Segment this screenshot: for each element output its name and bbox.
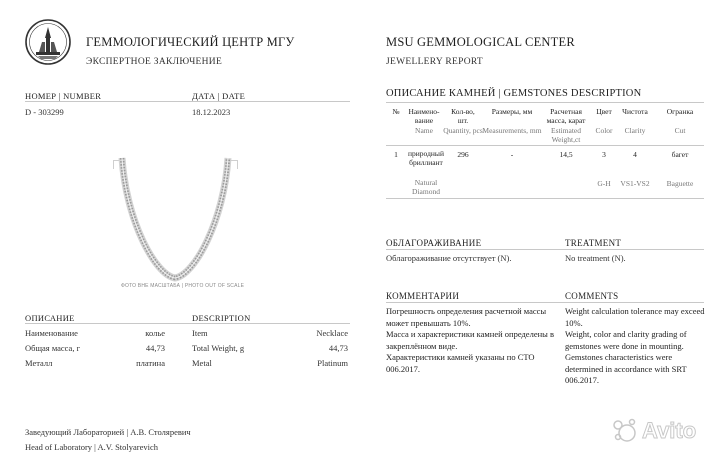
item-label-en: Item <box>192 328 208 338</box>
row-clarity-ru: 4 <box>633 150 637 159</box>
comments-heading-en: COMMENTS <box>565 291 619 301</box>
avito-dots-icon <box>612 418 638 444</box>
avito-watermark <box>612 418 696 444</box>
description-heading-ru: ОПИСАНИЕ <box>25 313 75 323</box>
col-cut: Огранка <box>666 107 694 116</box>
treatment-text-ru: Облагораживание отсутствует (N). <box>386 253 512 263</box>
comments-text-en <box>565 306 705 387</box>
col-weight-en: Estimated Weight,ct <box>551 126 581 144</box>
divider <box>386 249 704 250</box>
metal-value-ru: платина <box>136 358 165 368</box>
avito-watermark-text: Avito <box>642 418 697 443</box>
msu-logo <box>24 18 72 66</box>
necklace-photo <box>110 150 240 285</box>
weight-label-ru: Общая масса, г <box>25 343 81 353</box>
col-clarity: Чистота <box>622 107 648 116</box>
row-clarity-en: VS1-VS2 <box>620 179 650 188</box>
col-no: № <box>392 107 400 116</box>
divider <box>386 102 704 103</box>
item-value-ru: колье <box>145 328 165 338</box>
comment-line: Характеристики камней указаны по СТО 006.2017. <box>386 352 535 374</box>
row-weight: 14,5 <box>559 150 573 159</box>
row-color-en: G-H <box>597 179 611 188</box>
report-type-en: JEWELLERY REPORT <box>386 57 484 67</box>
item-label-ru: Наименование <box>25 328 78 338</box>
col-clarity-en: Clarity <box>624 126 646 135</box>
treatment-text-en: No treatment (N). <box>565 253 626 263</box>
weight-value-ru: 44,73 <box>145 343 165 353</box>
treatment-heading-ru: ОБЛАГОРАЖИВАНИЕ <box>386 238 482 248</box>
signature-en: Head of Laboratory | A.V. Stolyarevich <box>25 442 159 452</box>
treatment-heading-en: TREATMENT <box>565 238 622 248</box>
description-heading-en: DESCRIPTION <box>192 313 251 323</box>
signature-ru: Заведующий Лабораторией | А.В. Столяревич <box>25 427 191 437</box>
col-color-en: Color <box>595 126 613 135</box>
comment-line: Масса и характеристики камней определены в закреплённом виде. <box>386 329 554 351</box>
col-measurements-en: Measurements, mm <box>482 126 542 135</box>
weight-value-en: 44,73 <box>328 343 348 353</box>
number-value: D - 303299 <box>25 107 64 117</box>
row-no: 1 <box>394 150 398 159</box>
divider <box>386 302 704 303</box>
date-label: ДАТА | DATE <box>192 91 246 101</box>
col-cut-en: Cut <box>674 126 686 135</box>
comment-line: Погрешность определения расчетной массы может превышать 10%. <box>386 306 547 328</box>
gemstones-heading: ОПИСАНИЕ КАМНЕЙ | GEMSTONES DESCRIPTION <box>386 88 642 99</box>
report-type-ru: ЭКСПЕРТНОЕ ЗАКЛЮЧЕНИЕ <box>86 57 223 67</box>
col-color: Цвет <box>596 107 612 116</box>
col-name: Наимено-вание <box>408 107 440 125</box>
metal-label-ru: Металл <box>25 358 53 368</box>
divider <box>386 198 704 199</box>
number-label: НОМЕР | NUMBER <box>25 91 102 101</box>
col-weight: Расчетная масса, карат <box>546 107 586 125</box>
metal-label-en: Metal <box>192 358 212 368</box>
col-quantity: Кол-во, шт. <box>451 107 475 125</box>
row-measurements: - <box>510 150 514 159</box>
row-quantity: 296 <box>457 150 469 159</box>
comment-line: Gemstones characteristics were determined in accordance with SRT 006.2017. <box>565 352 687 385</box>
weight-label-en: Total Weight, g <box>192 343 245 353</box>
row-name-en: Natural Diamond <box>412 178 440 196</box>
row-cut-en: Baguette <box>666 179 694 188</box>
comments-heading-ru: КОММЕНТАРИИ <box>386 291 460 301</box>
row-color-ru: 3 <box>602 150 606 159</box>
date-value: 18.12.2023 <box>192 107 231 117</box>
lab-title-en: MSU GEMMOLOGICAL CENTER <box>386 35 575 49</box>
lab-title-ru: ГЕММОЛОГИЧЕСКИЙ ЦЕНТР МГУ <box>86 35 295 49</box>
col-measurements: Размеры, мм <box>491 107 533 116</box>
row-cut-ru: багет <box>671 150 689 159</box>
metal-value-en: Platinum <box>317 358 348 368</box>
divider <box>25 323 350 324</box>
item-value-en: Necklace <box>316 328 348 338</box>
msu-emblem-icon <box>24 18 72 66</box>
comment-line: Weight, color and clarity grading of gemstones were done in mounting. <box>565 329 687 351</box>
divider <box>25 101 350 102</box>
comments-text-ru <box>386 306 554 375</box>
divider <box>386 145 704 146</box>
row-name-ru: природный бриллиант <box>408 149 444 167</box>
photo-caption: ФОТО ВНЕ МАСШТАБА | PHOTO OUT OF SCALE <box>121 283 245 289</box>
col-quantity-en: Quantity, pcs <box>443 126 483 135</box>
comment-line: Weight calculation tolerance may exceed 10%. <box>565 306 705 328</box>
col-name-en: Name <box>415 126 433 135</box>
